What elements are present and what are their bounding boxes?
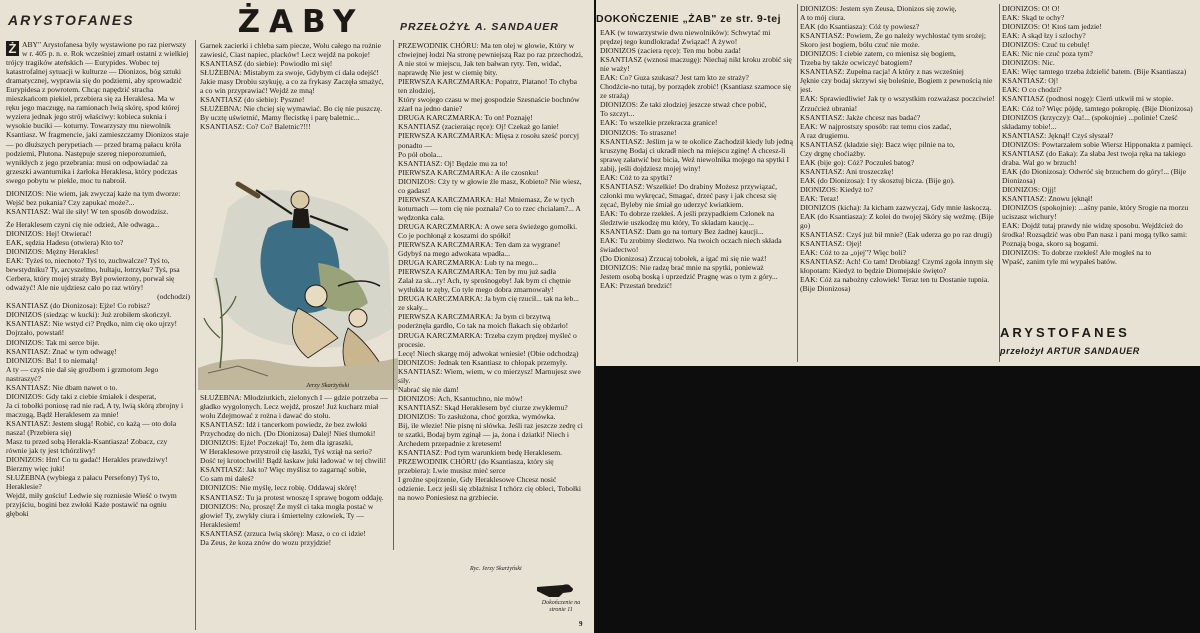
dialogue-line: DIONIZOS: Ejże! Poczekaj! To, żem dla igraszki, [200,438,353,448]
dialogue-line: Masz tu przed sobą Herakla-Ksantiasza! Zobacz, czy równie jak ty jest tchórzliwy! [6,437,168,456]
text-column-right-3 [1002,4,1196,320]
dialogue-line: Przychodzę do nich. (Do Dionizosa) Dalej! Nieś tłumoki! [200,429,376,439]
dialogue-line: Co sam mi dałeś? [200,474,254,484]
dialogue-line: EAK: Cóż to? Więc pójdę, tamtego pokropię. (Bije Dionizosa) [1002,103,1193,113]
dialogue-line: DIONIZOS: Nie wiem, jak zwyczaj każe na tym dworze: [6,188,181,198]
dialogue-line: Bij, ile wlezie! Nie pisnę ni słówka. Jeśli raz jeszcze zedrę ci te szatki, Bodaj bym zginął — ja, żona i dziatki! Niech i Archedem przepadnie z kretesem! [398,420,583,449]
dialogue-line: DIONIZOS: Czuć tu cebulę! [1002,40,1090,50]
dialogue-line: I groźne spojrzenie, Gdy Heraklesowe Chcesz nosić odzienie. Lecz jeśli się zbłaźnisz I tchórz cię obleci, Tobołki na nowo Poniesiesz na grzbiecie. [398,475,581,503]
dialogue-line: DIONIZOS (zaciera ręce): Ten mu bobu zada! [600,46,742,56]
magazine-page-right [596,0,1200,366]
dialogue-line: A ty — czyś nie dał się groźbom i grzmotom Jego nastraszyć? [6,364,159,383]
dialogue-line: KSANTIASZ (do Eaka): Za słaba Jest twoja ręka na takiego draba. Wal go w brzuch! [1002,148,1186,167]
dialogue-line: KSANTIASZ: Jakże chcesz nas badać? [800,112,921,122]
dialogue-line: Lecę! Niech skargę mój adwokat wniesie! (Obie odchodzą) [398,348,579,358]
dialogue-line: DIONIZOS: Jestem syn Zeusa, Dionizos się zowię, [800,4,957,13]
dark-background [596,366,1200,633]
dialogue-line: DIONIZOS (kicha): Ja kicham zazwyczaj, Gdy mnie łaskoczą. [800,203,992,213]
dialogue-line: DRUGA KARCZMARKA: Trzeba czym prędzej myśleć o procesie. [398,330,577,349]
dialogue-line: (odchodzi) [157,292,190,302]
dialogue-line: KSANTIASZ (wznosi maczugę): Niechaj nikt kroku zrobić się nie waży! [600,55,792,74]
dialogue-line: EAK: Więc tamtego trzeba ździelić batem. (Bije Ksantiasza) [1002,67,1187,77]
dialogue-line: KSANTIASZ: Idź i tancerkom powiedz, że bez zwłoki [200,420,368,430]
dialogue-line: DIONIZOS: I ciebie zatem, co mienisz się bogiem, [800,49,956,59]
dialogue-line: KSANTIASZ: Znać w tym odwagę! [6,346,117,356]
dialogue-line: KSANTIASZ: Ach! Co tam! Drobiazg! Czymś zgoła innym się kłopotam: Kiedyż to będzie Diomejskie święto? [800,257,994,276]
dialogue-line: DIONIZOS: Nie radzę brać mnie na spytki, ponieważ [600,263,764,273]
dialogue-line: DIONIZOS: Kiedyż to? [800,184,873,194]
dialogue-line: EAK: A skąd łzy i szlochy? [1002,31,1086,41]
dialogue-line: EAK: Dojdź tutaj prawdy nie widzę sposobu. Wejdźcież do środka! Rozsądzić was obu Pan nasz i pani mogą tylko sami: Poznają boga, skoro są bogami. [1002,221,1188,249]
dialogue-line: Gdybyś na mego adwokata wpadła... [398,249,510,259]
text-column-right-2 [800,4,996,364]
magazine-page-left [0,0,594,633]
dialogue-line: KSANTIASZ: Nie wstyd ci? Prędko, nim cię oko ujrzy! [6,319,178,329]
intro-text: ABY" Arystofanesa były wystawione po raz pierwszy w r. 405 p. n. e. Rok wcześniej zmarł ostatni z wielkiej trójcy tragików ateńskich — Eurypides. Wobec tej katastrofalnej sytuacji w kulturze — Dionizos, bóg sztuki dramatycznej, wyprawia się do podziemi, aby sprowadzić Eurypidesa z powrotem. Chcąc napędzić stracha mieszkańcom piekieł, przebiera się za Heraklesa. Ma w ręku jego maczugę, na ramionach lwią skórę, spod której wyziera jednak jego strój właściwy: kobieca suknia i wysokie buciki — koturny. Towarzyszy mu niewolnik Ksantiasz. W fragmencie, jaki zamieszczamy Dionizos staje — po dłuższych perypetiach — przed bramą pałacu króla podziemi, Plutona. Następuje szereg nieporozumień, wynikłych z jego przebrania: musi on odpowiadać za grzeszki awanturnika i żarłoka Heraklesa, który podczas swego pobytu w piekle, moc tu nabroił. [6,40,189,185]
dialogue-line: Jestem osobą boską i uprzedzić Pragnę was o tym z góry... [600,272,778,282]
dialogue-line: KSANTIASZ: Wal ile siły! W ten sposób dowodzisz. [6,206,169,216]
text-column-1 [6,40,190,630]
dialogue-line: Ja ci tobołki poniosę rad nie rad, A ty, lwią skórą zbrojny i maczugą, Bądź Heraklesem za mnie! [6,400,184,419]
dialogue-line: KSANTIASZ: Czyś już bił mnie? (Eak uderza go po raz drugi) [800,230,992,240]
dialogue-line: DIONIZOS: O! O! [1002,4,1060,13]
dialogue-line: DIONIZOS (siedząc w kucki): Już zrobiłem skończył. [6,310,172,320]
text-column-2-bottom [200,393,388,630]
dialogue-line: KSANTIASZ: Nie dbam nawet o to. [6,382,118,392]
dialogue-line: KSANTIASZ: Oj! [1002,76,1059,86]
dialogue-line: KSANTIASZ: Jęknął! Czyś słyszał? [1002,130,1114,140]
dialogue-line: DRUGA KARCZMARKA: Lub ty na mego... [398,258,539,268]
intro-paragraph [6,40,190,185]
dialogue-line: DIONIZOS: Hej! Otwierać! [6,228,92,238]
page-title: ŻABY [237,4,365,40]
dialogue-line: Po pół obola... [398,149,443,159]
dialogue-line: Czy drgnę choćiażby. [800,148,866,158]
closing-translator: przełożył ARTUR SANDAUER [1000,346,1140,356]
dialogue-line: KSANTIASZ: Wszelkie! Do drabiny Możesz przywiązać, członki mu wykręcać, Smagać, drzeć pasy i jak chcesz się zęcać, Byleby nie śmiał go uderzyć kwiatkiem. [600,181,777,209]
dialogue-line: Nabrać się nie dam! [398,384,459,394]
dialogue-line: KSANTIASZ: Tu ja protest wnoszę I sprawę bogom oddaję. [200,492,384,502]
dialogue-line: DIONIZOS: Hm! Co tu gadać! Herakles prawdziwy! [6,455,168,465]
dialogue-line: KSANTIASZ: Znowu jęknął! [1002,193,1093,203]
dialogue-line: PRZEWODNIK CHÓRU: Ma ten olej w głowie, Który w chwiejnej łodzi Na stronę pewniejszą Raz po raz przechodzi, A nie stoi w miejscu, Jak ten bałwan ryty. Ten, widać, naprawdę Nie jest w ciemię bity. [398,41,583,78]
column-rule [797,4,798,362]
dialogue-line: Wpaść, zanim tyle mi wypałeś batów. [1002,257,1117,267]
dialogue-line: DRUGA KARCZMARKA: Ja bym cię rzucił... tak na łeb... ze skały... [398,294,579,313]
dialogue-line: DIONIZOS: Gdy taki z ciebie śmiałek i desperat, [6,391,157,401]
dialogue-line: EAK (do Dionizosa): I ty skosztuj bicza. (Bije go). [800,175,955,185]
dialogue-line: DIONIZOS: Tak mi serce bije. [6,337,100,347]
dialogue-line: KSANTIASZ: Zupełna racja! A który z nas wcześniej [800,67,964,77]
dialogue-line: EAK: Cóż za nabożny człowiek! Teraz ten tu Dostanie tupnia. (Bije Dionizosa) [800,275,990,294]
dialogue-line: Jęknie czy bodaj skrzywi się boleśnie, Bogiem z pewnością nie jest. [800,76,993,95]
dialogue-line: KSANTIASZ: Oj! Będzie mu za to! [398,158,508,168]
dialogue-line: To szczyt... [600,109,635,119]
dialogue-line: KSANTIASZ: Dam go na tortury Bez żadnej kaucji... [600,227,764,237]
dialogue-line: W Heraklesowe przystroił cię łaszki, Tyś wziął na serio? Dość tej krotochwili! Bądź łaskaw juki ładować w tej chwili! [200,447,387,466]
dialogue-line: Da Zeus, że koza znów do wozu przyjdzie! [200,537,332,547]
dialogue-line: Bierzmy więc juki! [6,464,65,474]
dialogue-line: KSANTIASZ: Jak to? Więc myślisz to zagarnąć sobie, [200,465,367,475]
dialogue-line: DIONIZOS: Cży ty w głowie źle masz, Kobieto? Nie wiesz, co gadasz! [398,176,582,195]
dialogue-line: DRUGA KARCZMARKA: A owe sera świeżego gomołki. [398,221,578,231]
illustration-signature: Jerzy Skarżyński [306,382,350,389]
dialogue-line: EAK: To dobrze rzekłeś. A jeśli przypadkiem Członek na śledztwie uszkodzę mu który, To składam kaucję... [600,208,775,227]
dialogue-line: PIERWSZA KARCZMARKA: Ten dam za wygrane! [398,240,561,250]
dialogue-line: PIERWSZA KARCZMARKA: Ha! Mniemasz, Że w tych koturnach — tom cię nie poznała? Co to rzec chciałam?... A wędzonka cała. [398,194,581,222]
dialogue-line: EAK: Co? Guza szukasz? Jest tam kto ze straży? [600,73,749,83]
dialogue-line: Chodźcie-no tutaj, by porządek zrobić! (Ksantiasz szamoce się ze strażą) [600,82,792,101]
dialogue-line: KSANTIASZ: Ani troszeczkę! [800,166,894,176]
dialogue-line: Trzeba by także ocwiczyć batogiem? [800,58,913,68]
column-rule [999,4,1000,362]
dialogue-line: A to mój ciura. [800,13,846,23]
text-column-3 [398,41,584,551]
dialogue-line: DIONIZOS: Jednak ten Ksantiasz to chłopak przemyły. [398,357,568,367]
dialogue-line: KSANTIASZ: Powiem, Że go należy wychłostać tym srożej; Skoro jest bogiem, bólu czuć nie może. [800,31,987,50]
text-column-right-1 [600,28,794,364]
continuation-heading: DOKOŃCZENIE „ŻAB" ze str. 9-tej [596,13,782,25]
dialogue-line: Zalał za sk...ry! Ach, ty sprośnogeby! Jak bym ci chętnie wytłukła te zęby, Co tyle mego dobra zmarnowały! [398,276,571,295]
dialogue-line: KSANTIASZ (do Dionizosa): Ejże! Co robisz? [6,301,151,311]
dialogue-line: DIONIZOS (spokojnie): ...aśny panie, który Srogie na morzu uciszasz wichury! [1002,203,1189,222]
author-heading: ARYSTOFANES [8,12,135,28]
dialogue-line: DIONIZOS: Nic. [1002,58,1055,68]
dialogue-line: DIONIZOS: To zasłużona, choć gorzka, wymówka. [398,411,556,421]
dialogue-line: PRZEWODNIK CHÓRU (do Ksantiasza, który się przebiera): Lwie musisz mieć serce [398,457,554,476]
dialogue-line: Wejdź, miły gościu! Ledwie się rozniesie Wieść o twym przyjściu, bogini bez zwłoki Każe postawić na ogniu głęboki [6,491,177,519]
dropcap-letter: Ż [6,41,19,56]
dialogue-line: PIERWSZA KARCZMARKA: Ja bym ci brzytwą poderżnęła gardło, Co tak na moich flakach się obżarło! [398,312,569,331]
dialogue-line: Dojrzało, powstań! [6,328,65,338]
dialogue-line: DIONIZOS: To dobrze rzekłeś! Ale mogłeś na to [1002,248,1152,258]
dialogue-line: KSANTIASZ: Skąd Heraklesem być ciurze zwykłemu? [398,402,568,412]
dialogue-line: KSANTIASZ (kładzie się): Bacz więc pilnie na to, [800,139,955,149]
page-number: 9 [579,620,583,628]
dialogue-line: KSANTIASZ (zacieraiąc ręce): Oj! Czekaż go lanie! [398,122,560,132]
dialogue-line: EAK: Tyżeś to, niecnoto? Tyś to, zuchwalcze? Tyś to, bewstydniku? Ty, arcyszelmo, hultaju, łotrzyku? Tyś, psa Cerbera, który mojej straży Był powierzony, porwał się odważyć! Ale nie ujdziesz cało po raz wtóry! [6,256,180,293]
dialogue-line: KSANTIASZ: Jeślim ja w te okolice Zachodził kiedy lub jedną kruszynę Bodaj ci ukradł niech na miejscu zginę! A chcesz-li sprawę załatwić bez bicia, Weź niewolnika mojego na spytki I zabij, jeśli dojdziesz mojej winy! [600,136,793,173]
dialogue-line: PIERWSZA KARCZMARKA: Popatrz, Platano! To chyba ten złodziej, [398,77,578,96]
dialogue-line: SŁUŻEBNA: Młodziutkich, zielonych I — gdzie potrzeba — gładko wygolonych. Lecz wejdź, prosze! Już kucharz miał wołu Zdejmować z rożna i dawać do stołu. [200,393,388,421]
dialogue-line: KSANTIASZ (podnosi nogę): Cierń utkwił mi w stopie. [1002,94,1174,104]
dialogue-line: DIONIZOS: Ba! I to niemałą! [6,355,98,365]
dialogue-line: Wejść bez pukania? Czy zapukać może?... [6,197,135,207]
dialogue-line: EAK: Przestań bredzić! [600,281,673,291]
dialogue-line: Że Heraklesem czyni cię nie odzież, Ale odwaga... [6,219,160,229]
dialogue-line: PIERWSZA KARCZMARKA: Ten by mu już sadła [398,267,556,277]
dialogue-line: KSANTIASZ: Wiem, wiem, w co mierzysz! Marnujesz swe siły. [398,366,581,385]
dialogue-line: EAK: Sprawiedliwie! Jak ty o wszystkim rozważasz poczciwie! Zrzućcież ubrania! [800,94,995,113]
column-rule [393,40,394,550]
dialogue-line: EAK (do Ksantiasza): Cóż ty powiesz? [800,22,920,32]
dialogue-line: DIONIZOS: Nie myślę, lecz robię. Oddawaj skórę! [200,483,357,493]
dialogue-line: DIONIZOS: Mężny Herakles! [6,247,99,257]
dialogue-line: EAK: Skąd te ochy? [1002,13,1065,23]
dialogue-line: EAK: W najprostszy sposób: raz temu cios zadać, [800,121,952,131]
dialogue-line: DRUGA KARCZMARKA: To on! Poznaję! [398,113,533,123]
dialogue-line: EAK: Cóż to za spytki? [600,172,673,182]
closing-author: ARYSTOFANES [1000,325,1130,340]
column-rule [195,40,196,630]
dialogue-line: EAK (bije go): Cóż? Poczułeś batog? [800,157,915,167]
dialogue-line: KSANTIASZ (zrzuca lwią skórę): Masz, o co ci idzie! [200,528,366,538]
dialogue-line: Co je pochłonął z koszami do spółki! [398,230,512,240]
dialogue-line: DIONIZOS: Powtarzałem sobie Wiersz Hipponakta z pamięci. [1002,139,1193,149]
dialogue-line: EAK: To wszelkie przekracza granice! [600,118,718,128]
dialogue-line: EAK, sędzia Hadesu (otwiera) Kto to? [6,237,124,247]
dialogue-line: KSANTIASZ: Ojej! [800,239,862,249]
dialogue-line: Garnek zacierki i chleba sam piecze, Wołu całego na rożnie zawiesić, Ciast napiec, placków! Lecz wejdź na pokoje! [200,41,381,60]
dialogue-line: EAK (do Dionizosa): Odwróć się brzuchem do góry!... (Bije Dionizosa) [1002,166,1187,185]
dialogue-block-1 [6,189,190,519]
dialogue-line: KSANTIASZ (do siebie): Powiodło mi się! [200,59,333,69]
dialogue-line: EAK: O co chodzi? [1002,85,1062,95]
dialogue-line: EAK: Cóż to za „ojej"? Więc boli? [800,248,906,258]
dialogue-line: EAK: Teraz! [800,193,839,203]
dialogue-line: PIERWSZA KARCZMARKA: A ile czosnku! [398,167,539,177]
dialogue-line: DIONIZOS: To straszne! [600,127,677,137]
dialogue-line: SŁUŻEBNA: Mistabym za swoje, Gdybym ci dała odejść! Jakie masy Drobiu szykuję, a co za frykasy Zaczęła smażyć, a co win przyprawiać! Wejdź ze mną! [200,68,384,96]
dialogue-line: DIONIZOS: No, proszę! Że myśl ci taka mogła postać w głowie! Ty, zwykły ciura i śmiertelny człowiek, Ty — Heraklesiem! [200,501,374,529]
dialogue-line: DIONIZOS (krzyczy): Oa!... (spokojnie) ...polinie! Cześć składamy tobie!... [1002,112,1178,131]
pointing-hand-icon [535,577,577,599]
illustration-dionysus-drawing [198,168,398,390]
illustrator-credit: Ryc. Jerzy Skarżyński [470,566,522,572]
dialogue-line: EAK: Tu zrobimy śledztwo. Na twoich oczach niech składa świadectwo! [600,236,782,255]
text-column-2-top [200,41,388,169]
dialogue-line: Który swojego czasu w mej gospodzie Szesnaście bochnów zżarł na jedno danie? [398,95,580,114]
dialogue-line: KSANTIASZ: Co? Co? Baletnic?!!! [200,122,311,132]
dialogue-line: DIONIZOS: Że taki złodziej jeszcze stważ chce pobić, [600,100,767,110]
dialogue-line: DIONIZOS: Ach, Ksantuchno, nie mów! [398,393,523,403]
dialogue-line: EAK (do Ksantiasza): Z kolei do twojej Skóry się weźmę. (Bije go) [800,212,994,231]
dialogue-line: EAK: Nic nie czuć poza tym? [1002,49,1093,59]
continued-note: Dokończenie na stronie 11 [541,600,581,613]
dialogue-line: (Do Dionizosa) Zrzucaj tobołek, a igać mi się nie waż! [600,254,767,264]
dialogue-line: DIONIZOS: O! Ktoś tam jedzie! [1002,22,1102,32]
dialogue-line: A raz drugiemu. [800,130,850,140]
dialogue-line: SŁUŻEBNA (wybiega z pałacu Persefony) Tyś to, Heraklesie? [6,473,160,492]
dialogue-line: KSANTIASZ (do siebie): Pyszne! [200,95,305,105]
translator-heading: PRZEŁOŻYŁ A. SANDAUER [400,21,559,33]
dialogue-line: PIERWSZA KARCZMARKA: Mięsa z rosołu sześć porcyj ponadto — [398,131,579,150]
dialogue-line: KSANTIASZ: Jestem sługą! Robić, co każą — oto dola nasza! (Przebiera się) [6,418,177,437]
dialogue-line: SŁUŻEBNA: Nie chciej się wymawiać. Bo cię nie puszczę. By ucztę uświetnić, Mamy flecistkę i parę baletnic... [200,104,383,123]
dialogue-line: DIONIZOS: Ojjj! [1002,184,1057,194]
dialogue-line: KSANTIASZ: Pod tym warunkiem bedę Heraklesem. [398,448,563,458]
dialogue-line: EAK (w towarzystwie dwu niewolników): Schwytać mi prędzej tego kundlokrada! Związać! A żywo! [600,28,771,47]
